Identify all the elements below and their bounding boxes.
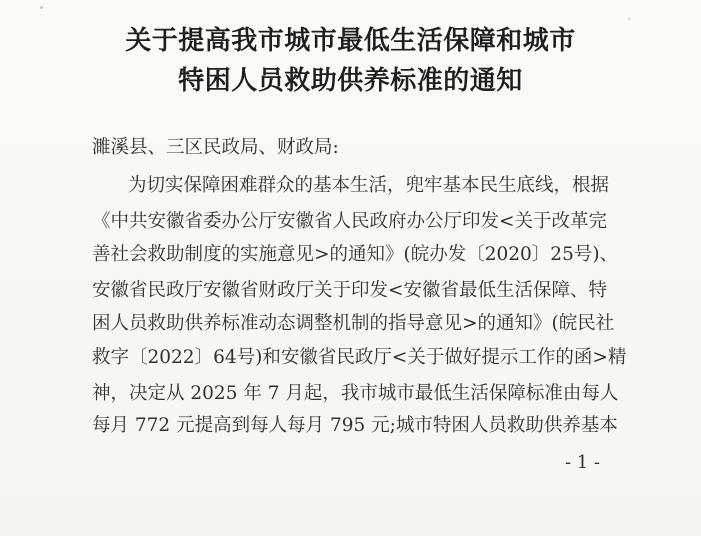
body-line-2: 《中共安徽省委办公厅安徽省人民政府办公厅印发<关于改革完 <box>92 211 608 232</box>
scan-speck <box>40 6 43 9</box>
body-line-8: 每月 772 元提高到每人每月 795 元;城市特困人员救助供养基本 <box>92 415 618 436</box>
document-title-line-2: 特困人员救助供养标准的通知 <box>178 66 523 96</box>
body-line-3: 善社会救助制度的实施意见>的通知》(皖办发〔2020〕25号)、 <box>92 244 619 265</box>
document-title-line-1: 关于提高我市城市最低生活保障和城市 <box>125 26 576 56</box>
body-line-7: 神，决定从 2025 年 7 月起，我市城市最低生活保障标准由每人 <box>92 383 619 404</box>
body-line-1: 为切实保障困难群众的基本生活，兜牢基本民生底线，根据 <box>128 175 610 196</box>
scan-speck <box>628 18 630 20</box>
salutation: 濉溪县、三区民政局、财政局: <box>92 137 339 158</box>
body-line-5: 困人员救助供养标准动态调整机制的指导意见>的通知》(皖民社 <box>92 313 615 334</box>
body-line-6: 救字〔2022〕64号)和安徽省民政厅<关于做好提示工作的函>精 <box>92 347 627 368</box>
body-line-4: 安徽省民政厅安徽省财政厅关于印发<安徽省最低生活保障、特 <box>92 280 608 301</box>
page-number: - 1 - <box>564 452 600 473</box>
